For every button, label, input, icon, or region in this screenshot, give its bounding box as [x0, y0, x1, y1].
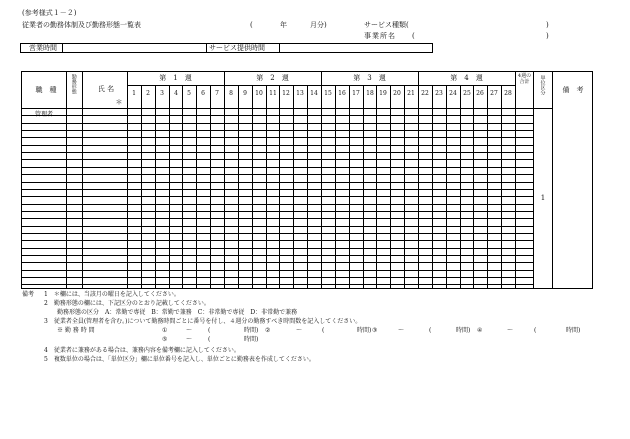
day-number: 16 [338, 90, 346, 97]
week-header-divider [127, 85, 515, 86]
slot-4-tilde: ～ [507, 327, 514, 334]
column-divider [552, 72, 553, 288]
day-number: 23 [435, 90, 443, 97]
slot-3-mark: ③ [372, 327, 378, 334]
day-number: 12 [282, 90, 290, 97]
slot-4-hours: 時間) [566, 327, 581, 334]
row-divider [22, 240, 533, 241]
work-form-header: 勤務形態 [70, 74, 77, 94]
row-divider [22, 211, 533, 212]
row-divider [22, 189, 533, 190]
row-divider [22, 248, 533, 249]
slot-2-hours: 時間) [357, 327, 372, 334]
row-divider [22, 233, 533, 234]
slot-1-hours: 時間) [244, 327, 259, 334]
week-1-header: 第 1 週 [159, 74, 192, 82]
service-type-label: サービス種類( [364, 21, 409, 29]
slot-1-mark: ① [162, 327, 168, 334]
row-divider [22, 145, 533, 146]
day-number: 10 [255, 90, 263, 97]
schedule-table [21, 71, 593, 289]
day-number: 21 [407, 90, 415, 97]
unit-division-header: 単位区分 [539, 75, 546, 95]
row-divider [22, 115, 533, 116]
name-header: 氏 名 [97, 85, 115, 93]
note-1: 1 ＊欄には、当該月の曜日を記入してください。 [44, 291, 180, 298]
row-divider [22, 284, 533, 285]
row-divider [22, 137, 533, 138]
service-type-close: ) [546, 21, 549, 29]
business-hours-label: 営業時間 [29, 44, 57, 52]
four-week-total-header: 4週の合計 [517, 73, 532, 85]
slot-5-hours: 時間) [244, 336, 259, 343]
office-name-close: ) [546, 32, 549, 40]
divider [206, 44, 207, 52]
week-3-header: 第 3 週 [353, 74, 386, 82]
row-divider [22, 196, 533, 197]
row-divider [22, 123, 533, 124]
slot-3-hours: 時間) [456, 327, 471, 334]
row-divider [22, 270, 533, 271]
day-number: 8 [229, 90, 233, 97]
row-divider [22, 226, 533, 227]
day-number: 7 [215, 90, 219, 97]
day-number: 24 [449, 90, 457, 97]
row-divider [22, 255, 533, 256]
row-divider [22, 277, 533, 278]
note-5: 5 複数単位の場合は、「単位区分」欄に単位番号を記入し、単位ごとに勤務表を作成してください。 [44, 356, 315, 363]
day-number: 14 [310, 90, 318, 97]
slot-2-open: ( [322, 327, 325, 334]
slot-4-mark: ④ [477, 327, 483, 334]
day-number: 17 [352, 90, 360, 97]
day-number: 2 [146, 90, 150, 97]
row-divider [22, 152, 533, 153]
slot-2-mark: ② [265, 327, 271, 334]
divider [62, 44, 63, 52]
office-name-open: ( [412, 32, 415, 40]
slot-5-mark: ⑤ [162, 336, 168, 343]
slot-5-tilde: ～ [186, 336, 193, 343]
notes-label: 備考 [22, 291, 35, 298]
day-number: 28 [504, 90, 512, 97]
day-number: 9 [243, 90, 247, 97]
note-2: 2 勤務形態の欄には、下記区分のとおり記載してください。 [44, 300, 210, 307]
reference-form-label: (参考様式１－２) [22, 9, 77, 17]
office-name-label: 事業所名 [364, 32, 396, 40]
weekday-mark: ＊ [115, 98, 123, 106]
column-divider [533, 72, 534, 288]
slot-2-tilde: ～ [296, 327, 303, 334]
day-number: 6 [201, 90, 205, 97]
day-number: 20 [393, 90, 401, 97]
day-number: 27 [490, 90, 498, 97]
notes-header: 備 考 [562, 86, 584, 94]
day-number: 4 [174, 90, 178, 97]
hours-info-box [20, 43, 433, 53]
note-3: 3 従業者全員(管理者を含む。)について勤務時間ごとに番号を付し、４週分の勤務すべき時間数を記入してください。 [44, 318, 362, 325]
month-label: 月分) [310, 21, 327, 29]
day-number: 19 [379, 90, 387, 97]
note-2-categories: 勤務形態の区分 A：常勤で専従 B：常勤で兼務 C：非常勤で専従 D：非常勤で兼務 [57, 309, 298, 316]
unit-value: 1 [540, 194, 546, 202]
row-divider [22, 182, 533, 183]
week-4-header: 第 4 週 [450, 74, 483, 82]
period-open: ( [250, 21, 253, 29]
day-number: 13 [296, 90, 304, 97]
header-bottom-line [22, 108, 552, 109]
row-divider [22, 218, 533, 219]
day-number: 11 [269, 90, 277, 97]
first-row-job: 管理者 [34, 111, 53, 118]
slot-3-tilde: ～ [398, 327, 405, 334]
slot-4-open: ( [534, 327, 537, 334]
row-divider [22, 159, 533, 160]
service-hours-label: サービス提供時間 [209, 44, 265, 52]
work-hours-label: ※ 勤 務 時 間 [57, 327, 95, 334]
slot-1-tilde: ～ [186, 327, 193, 334]
year-label: 年 [280, 21, 287, 29]
day-number: 15 [324, 90, 332, 97]
day-number: 18 [366, 90, 374, 97]
day-number: 3 [160, 90, 164, 97]
day-number: 22 [421, 90, 429, 97]
row-divider [22, 174, 533, 175]
slot-3-open: ( [429, 327, 432, 334]
slot-1-open: ( [208, 327, 211, 334]
week-2-header: 第 2 週 [256, 74, 289, 82]
row-divider [22, 167, 533, 168]
row-divider [22, 204, 533, 205]
note-4: 4 従業者に兼務がある場合は、兼務内容を備考欄に記入してください。 [44, 347, 240, 354]
row-divider [22, 130, 533, 131]
slot-5-open: ( [208, 336, 211, 343]
day-number: 26 [476, 90, 484, 97]
divider [279, 44, 280, 52]
job-type-header: 職 種 [35, 86, 57, 94]
day-number: 25 [463, 90, 471, 97]
page-title: 従業者の勤務体制及び勤務形態一覧表 [22, 21, 141, 29]
day-number: 1 [132, 90, 136, 97]
row-divider [22, 262, 533, 263]
day-number: 5 [187, 90, 191, 97]
